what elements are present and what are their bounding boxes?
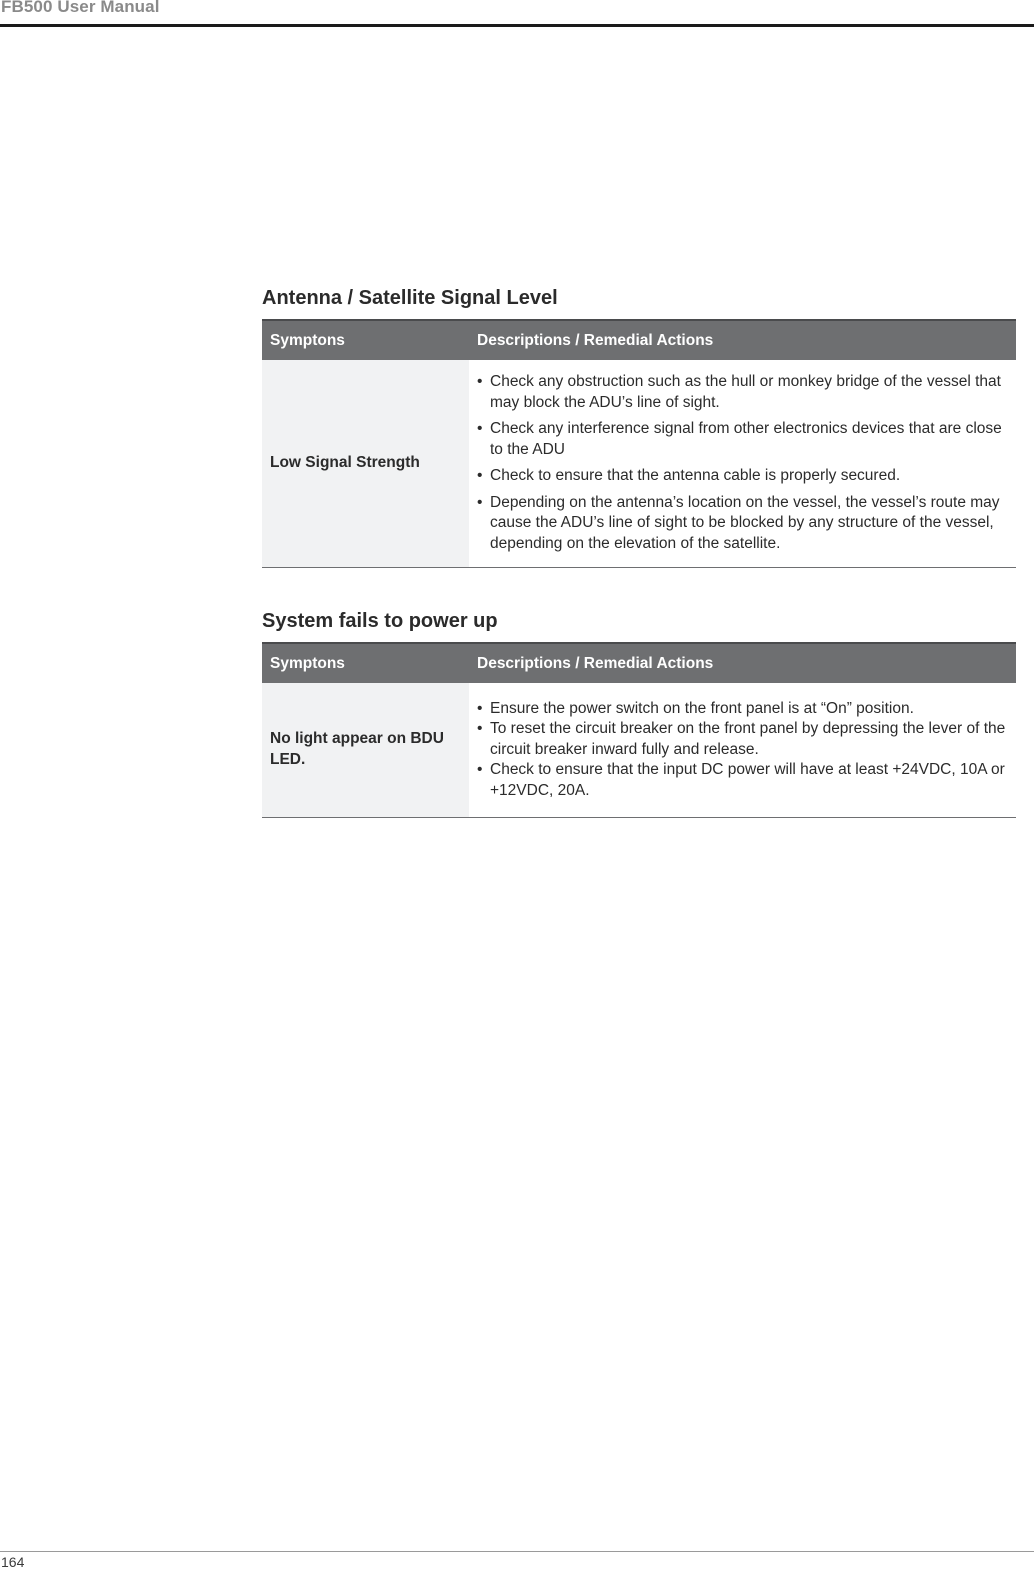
section-power-up	[262, 608, 1016, 818]
list-item: • Check any interference signal from other electronics devices that are close to the ADU	[477, 419, 1008, 460]
description-cell	[469, 683, 1016, 817]
manual-title: FB500 User Manual	[1, 0, 160, 16]
remedial-actions-list	[477, 699, 1008, 802]
troubleshooting-table	[262, 319, 1016, 568]
symptom-cell: Low Signal Strength	[262, 360, 469, 567]
symptom-cell: No light appear on BDU LED.	[262, 683, 469, 817]
list-item: • Check to ensure that the input DC power will have at least +24VDC, 10A or +12VDC, 20A.	[477, 760, 1008, 801]
page-header	[0, 0, 1034, 27]
table-header-row	[262, 320, 1016, 360]
section-title: System fails to power up	[262, 610, 498, 632]
table-header-row	[262, 643, 1016, 683]
column-header-symptoms: Symptons	[262, 320, 469, 360]
remedial-actions-list	[477, 372, 1008, 554]
page-number: 164	[1, 1554, 25, 1570]
description-cell	[469, 360, 1016, 567]
table-row	[262, 360, 1016, 567]
section-antenna-signal	[262, 285, 1016, 568]
footer-divider	[0, 1551, 1034, 1552]
list-item: • Check any obstruction such as the hull or monkey bridge of the vessel that may block the ADU’s line of sight.	[477, 372, 1008, 413]
section-title: Antenna / Satellite Signal Level	[262, 287, 558, 309]
troubleshooting-table	[262, 642, 1016, 818]
list-item: • Ensure the power switch on the front panel is at “On” position.	[477, 699, 1008, 720]
list-item: • Depending on the antenna’s location on the vessel, the vessel’s route may cause the ADU’s line of sight to be blocked by any structure of the vessel, depending on the elevation of the satellite.	[477, 493, 1008, 555]
list-item: • To reset the circuit breaker on the front panel by depressing the lever of the circuit breaker inward fully and release.	[477, 719, 1008, 760]
table-row	[262, 683, 1016, 817]
column-header-descriptions: Descriptions / Remedial Actions	[469, 643, 1016, 683]
column-header-descriptions: Descriptions / Remedial Actions	[469, 320, 1016, 360]
column-header-symptoms: Symptons	[262, 643, 469, 683]
list-item: • Check to ensure that the antenna cable is properly secured.	[477, 466, 1008, 487]
